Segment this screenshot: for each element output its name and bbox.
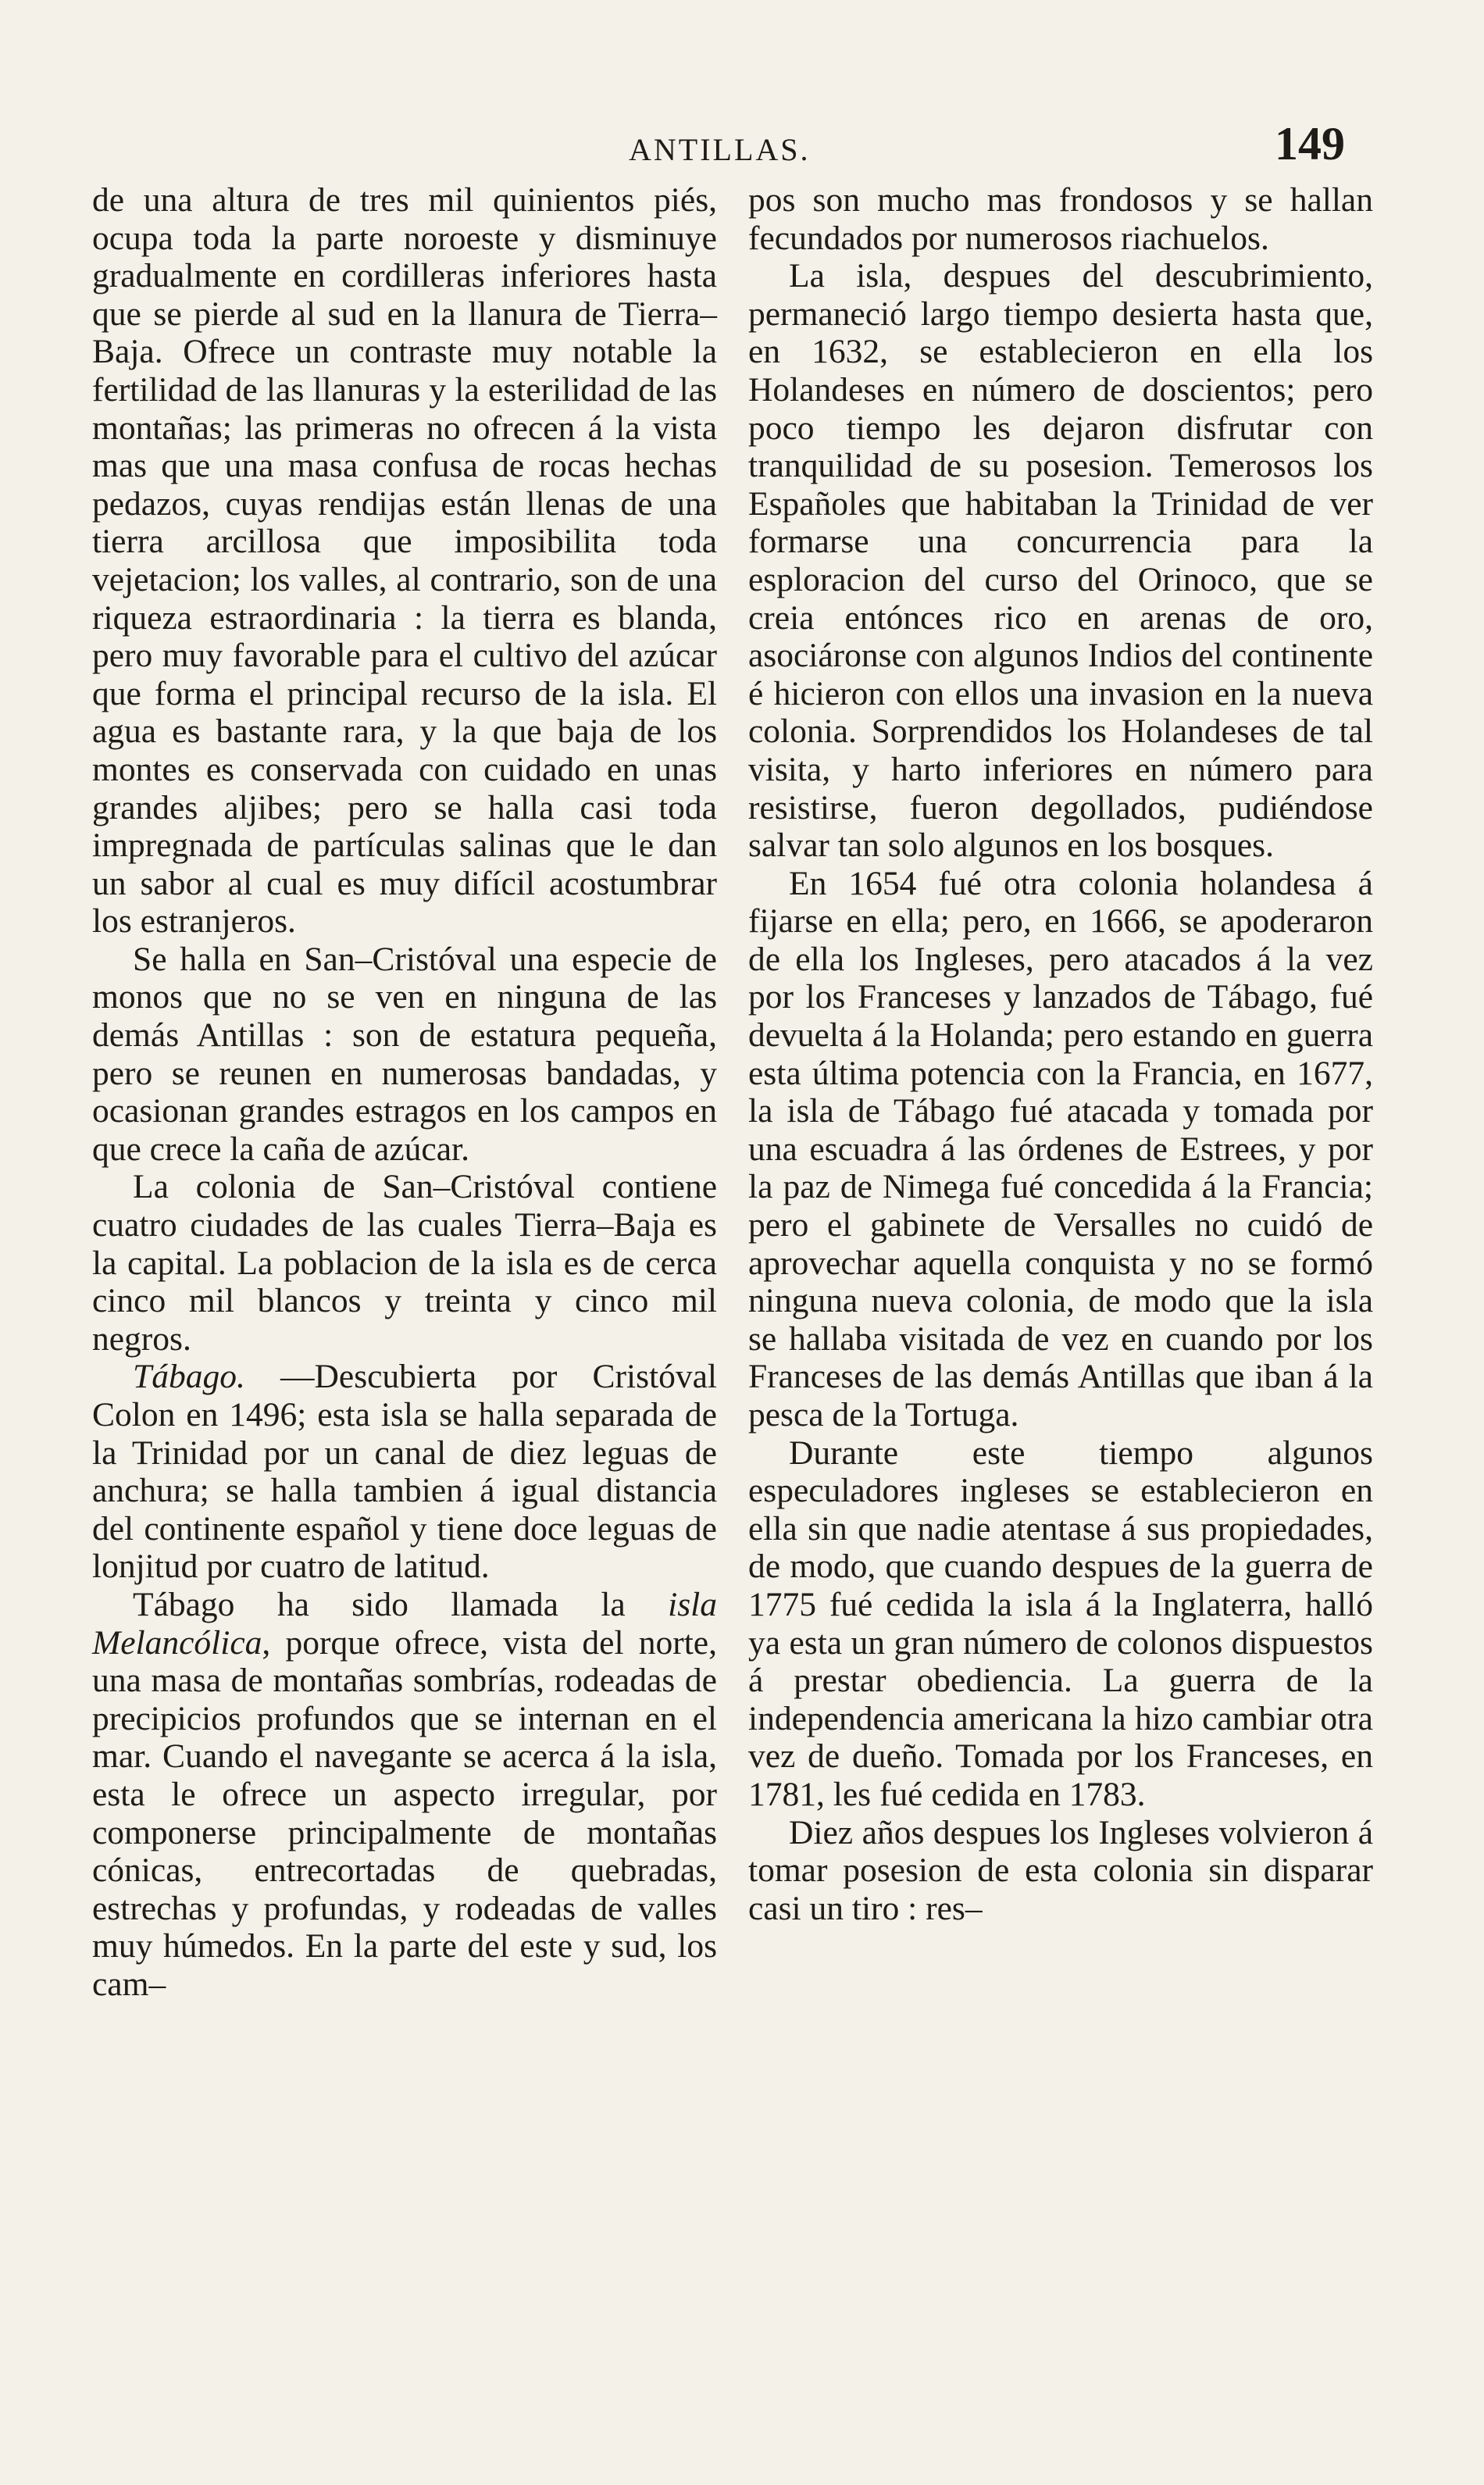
page-number: 149	[1275, 118, 1345, 170]
paragraph: La isla, despues del descubrimiento, permaneció largo tiempo desierta hasta que, en 1632, se establecieron en ella los Holandeses en número de doscientos; pero poco tiempo les dejaron disfrutar con tranquilidad de su posesion. Temerosos los Españoles que habitaban la Trinidad de ver formarse una concurrencia para la esploracion del curso del Orinoco, que se creia entónces rico en arenas de oro, asociáronse con algunos Indios del continente é hicieron con ellos una invasion en la nueva colonia. Sorprendidos los Holandeses de tal visita, y harto inferiores en número para resistirse, fueron degollados, pudiéndose salvar tan solo algunos en los bosques.	[748, 257, 1373, 865]
paragraph-text: Tábago ha sido llamada la	[133, 1585, 669, 1623]
paragraph: Durante este tiempo algunos especuladores ingleses se establecieron en ella sin que nadie atentase á sus propiedades, de modo, que cuando despues de la guerra de 1775 fué cedida la isla á la Inglaterra, halló ya esta un gran número de colonos dispuestos á prestar obediencia. La guerra de la independencia americana la hizo cambiar otra vez de dueño. Tomada por los Franceses, en 1781, les fué cedida en 1783.	[748, 1434, 1373, 1813]
paragraph: En 1654 fué otra colonia holandesa á fijarse en ella; pero, en 1666, se apoderaron de ella los Ingleses, pero atacados á la vez por los Franceses y lanzados de Tábago, fué devuelta á la Holanda; pero estando en guerra esta última potencia con la Francia, en 1677, la isla de Tábago fué atacada y tomada por una escuadra á las órdenes de Estrees, y por la paz de Nimega fué concedida á la Francia; pero el gabinete de Versalles no cuidó de aprovechar aquella conquista y no se formó ninguna nueva colonia, de modo que la isla se hallaba visitada de vez en cuando por los Franceses de las demás Antillas que iban á la pesca de la Tortuga.	[748, 864, 1373, 1434]
paragraph: Se halla en San–Cristóval una especie de monos que no se ven en ninguna de las demás Antillas : son de estatura pequeña, pero se reunen en numerosas bandadas, y ocasionan grandes estragos en los campos en que crece la caña de azúcar.	[92, 940, 717, 1168]
left-column	[92, 181, 717, 2004]
running-title: ANTILLAS.	[629, 132, 811, 167]
paragraph: pos son mucho mas frondosos y se hallan fecundados por numerosos riachuelos.	[748, 181, 1373, 257]
paragraph-text: —Descubierta por Cristóval Colon en 1496; esta isla se halla separada de la Trinidad por un canal de diez leguas de anchura; se halla tambien á igual distancia del continente español y tiene doce leguas de lonjitud por cuatro de latitud.	[92, 1358, 717, 1586]
section-lead: Tábago.	[133, 1358, 245, 1396]
right-column	[748, 181, 1373, 1927]
paragraph: La colonia de San–Cristóval contiene cuatro ciudades de las cuales Tierra–Baja es la capital. La poblacion de la isla es de cerca cinco mil blancos y treinta y cinco mil negros.	[92, 1168, 717, 1358]
paragraph	[92, 1358, 717, 1586]
paragraph	[92, 1586, 717, 2004]
paragraph-text: , porque ofrece, vista del norte, una masa de montañas sombrías, rodeadas de precipicios profundos que se internan en el mar. Cuando el navegante se acerca á la isla, esta le ofrece un aspecto irregular, por componerse principalmente de montañas cónicas, entrecortadas de quebradas, estrechas y profundas, y rodeadas de valles muy húmedos. En la parte del este y sud, los cam–	[92, 1623, 717, 2003]
paragraph: de una altura de tres mil quinientos piés, ocupa toda la parte noroeste y disminuye gradualmente en cordilleras inferiores hasta que se pierde al sud en la llanura de Tierra–Baja. Ofrece un contraste muy notable la fertilidad de las llanuras y la esterilidad de las montañas; las primeras no ofrecen á la vista mas que una masa confusa de rocas hechas pedazos, cuyas rendijas están llenas de una tierra arcillosa que imposibilita toda vejetacion; los valles, al contrario, son de una riqueza estraordinaria : la tierra es blanda, pero muy favorable para el cultivo del azúcar que forma el principal recurso de la isla. El agua es bastante rara, y la que baja de los montes es conservada con cuidado en unas grandes aljibes; pero se halla casi toda impregnada de partículas salinas que le dan un sabor al cual es muy difícil acostumbrar los estranjeros.	[92, 181, 717, 941]
emphasis: isla Melancólica	[92, 1585, 717, 1662]
paragraph: Diez años despues los Ingleses volvieron á tomar posesion de esta colonia sin disparar casi un tiro : res–	[748, 1813, 1373, 1927]
